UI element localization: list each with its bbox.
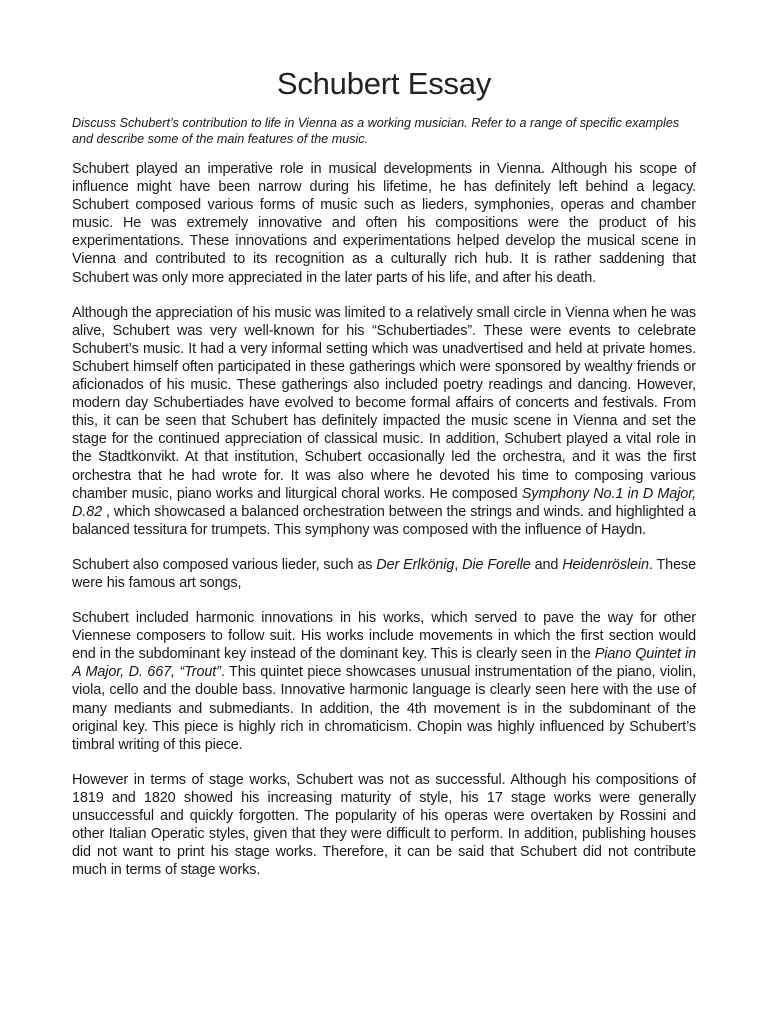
paragraph-3-text-b: . These were his famous art songs, bbox=[72, 556, 696, 591]
quintet-title: Piano Quintet in A Major, D. 667, “Trout” bbox=[72, 646, 696, 681]
paragraph-1: Schubert played an imperative role in musical developments in Vienna. Although his scope of influence might have been narrow during his lifetime, he has definitely left behind a legacy. Schubert composed various forms of music such as lieders, symphonies, operas and chamber music. He was extremely innovative and often his compositions were the product of his experimentations. These innovations and experimentations helped develop the musical scene in Vienna and contributed to its recognition as a culturally rich hub. It is rather saddening that Schubert was only more appreciated in the later parts of his life, and after his death. bbox=[72, 161, 696, 286]
song-title-3: Heidenröslein bbox=[562, 556, 649, 573]
song-title-1: Der Erlkönig bbox=[376, 556, 455, 573]
page-title: Schubert Essay bbox=[276, 66, 492, 101]
paragraph-3-text-a: Schubert also composed various lieder, such as bbox=[72, 556, 377, 573]
essay-prompt: Discuss Schubert’s contribution to life in Vienna as a working musician. Refer to a range of specific examples and describe some of the main features of the music. bbox=[72, 116, 680, 146]
paragraph-2 bbox=[72, 304, 696, 539]
paragraph-5: However in terms of stage works, Schubert was not as successful. Although his compositions of 1819 and 1820 showed his increasing maturity of style, his 17 stage works were generally unsuccessful and quickly forgotten. The popularity of his operas were overtaken by Rossini and other Italian Operatic styles, given that they were difficult to perform. In addition, publishing houses did not want to print his stage works. Therefore, it can be said that Schubert did not contribute much in terms of stage works. bbox=[72, 771, 696, 879]
paragraph-2-text-a: Although the appreciation of his music was limited to a relatively small circle in Vienna when he was alive, Schubert was very well-known for his “Schubertiades”. These were events to celebrate Schubert’s music. It had a very informal setting which was unadvertised and held at private homes. Schubert himself often participated in these gatherings which were sponsored by wealthy friends or aficionados of his music. These gatherings also included poetry readings and dancing. However, modern day Schubertiades have evolved to become formal affairs of concerts and festivals. From this, it can be seen that Schubert has definitely impacted the music scene in Vienna and set the stage for the continued appreciation of classical music. In addition, Schubert played a vital role in the Stadtkonvikt. At that institution, Schubert occasionally led the orchestra, and it was the first orchestra that he had wrote for. It was also where he devoted his time to composing various chamber music, piano works and liturgical choral works. He composed bbox=[72, 304, 696, 502]
paragraph-3-sep-2: and bbox=[530, 556, 563, 573]
paragraph-4 bbox=[72, 609, 696, 754]
paragraph-4-text-b: . This quintet piece showcases unusual instrumentation of the piano, violin, viola, cello and the double bass. Innovative harmonic language is clearly seen here with the use of many mediants and submediants. In addition, the 4th movement is in the subdominant of the original key. This piece is highly rich in chromaticism. Chopin was highly influenced by Schubert’s timbral writing of this piece. bbox=[72, 664, 696, 753]
paragraph-3-sep-1: , bbox=[454, 556, 463, 573]
paragraph-4-text-a: Schubert included harmonic innovations in his works, which served to pave the way for other Viennese composers to follow suit. His works include movements in which the first section would end in the subdominant key instead of the dominant key. This is clearly seen in the bbox=[72, 610, 696, 663]
song-title-2: Die Forelle bbox=[462, 556, 531, 573]
paragraph-2-text-b: , which showcased a balanced orchestration between the strings and winds. and highlighted a balanced tessitura for trumpets. This symphony was composed with the influence of Haydn. bbox=[72, 503, 696, 538]
symphony-title: Symphony No.1 in D Major, D.82 bbox=[72, 485, 696, 520]
paragraph-3 bbox=[72, 556, 696, 592]
